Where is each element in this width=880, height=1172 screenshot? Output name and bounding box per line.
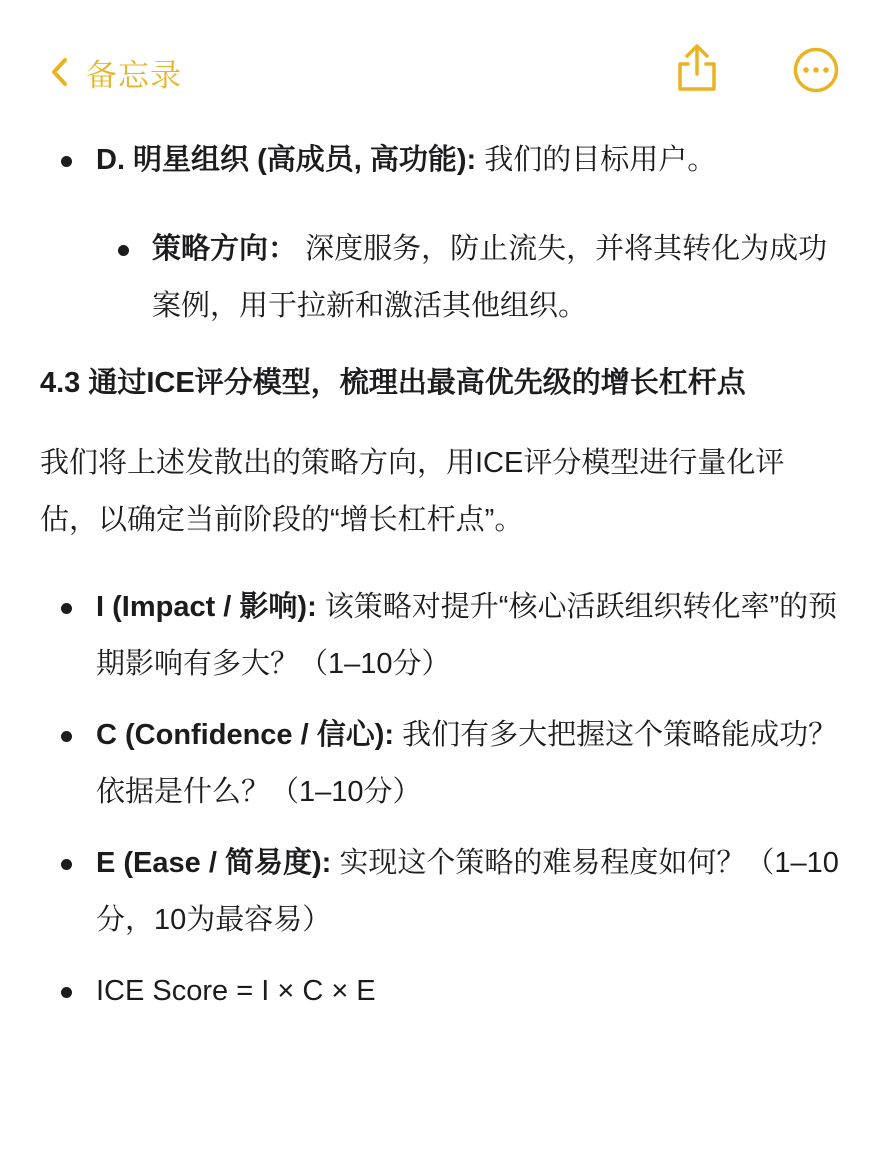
list-item bbox=[40, 579, 840, 693]
list-item bbox=[40, 221, 840, 335]
item-text: 该策略对提升“核心活跃组织转化率”的预期影响有多大？（1–10分） bbox=[96, 591, 838, 680]
section-intro: 我们将上述发散出的策略方向，用ICE评分模型进行量化评估，以确定当前阶段的“增长杠杆点”。 bbox=[40, 447, 785, 536]
item-text: 我们有多大把握这个策略能成功？依据是什么？（1–10分） bbox=[96, 719, 838, 808]
bullet-dot bbox=[118, 245, 129, 256]
note-body[interactable] bbox=[40, 130, 840, 1020]
back-button[interactable] bbox=[50, 48, 182, 96]
section-heading: 4.3 通过ICE评分模型，梳理出最高优先级的增长杠杆点 bbox=[40, 367, 746, 399]
share-icon bbox=[674, 42, 720, 94]
chevron-left-icon bbox=[50, 57, 68, 87]
item-text: ICE Score = I × C × E bbox=[96, 975, 376, 1007]
list-item bbox=[40, 132, 840, 189]
bullet-dot bbox=[61, 156, 72, 167]
bullet-dot bbox=[61, 731, 72, 742]
bullet-dot bbox=[61, 859, 72, 870]
bullet-dot bbox=[61, 603, 72, 614]
list-item bbox=[40, 963, 840, 1020]
share-button[interactable] bbox=[674, 42, 720, 94]
item-label: 策略方向： bbox=[152, 233, 298, 265]
item-text: 深度服务，防止流失，并将其转化为成功案例，用于拉新和激活其他组织。 bbox=[152, 233, 828, 322]
item-label: C (Confidence / 信心): bbox=[96, 719, 395, 751]
item-text: 我们的目标用户。 bbox=[476, 144, 717, 176]
more-button[interactable] bbox=[793, 47, 839, 93]
item-text: 实现这个策略的难易程度如何？（1–10分，10为最容易） bbox=[96, 847, 839, 936]
item-label: E (Ease / 简易度): bbox=[96, 847, 332, 879]
list-item bbox=[40, 707, 840, 821]
bullet-dot bbox=[61, 987, 72, 998]
item-label: I (Impact / 影响): bbox=[96, 591, 317, 623]
more-icon bbox=[793, 47, 839, 93]
list-item bbox=[40, 835, 840, 949]
item-label: D. 明星组织 (高成员, 高功能): bbox=[96, 144, 477, 176]
navigation-bar bbox=[0, 0, 880, 130]
back-label: 备忘录 bbox=[86, 57, 182, 93]
